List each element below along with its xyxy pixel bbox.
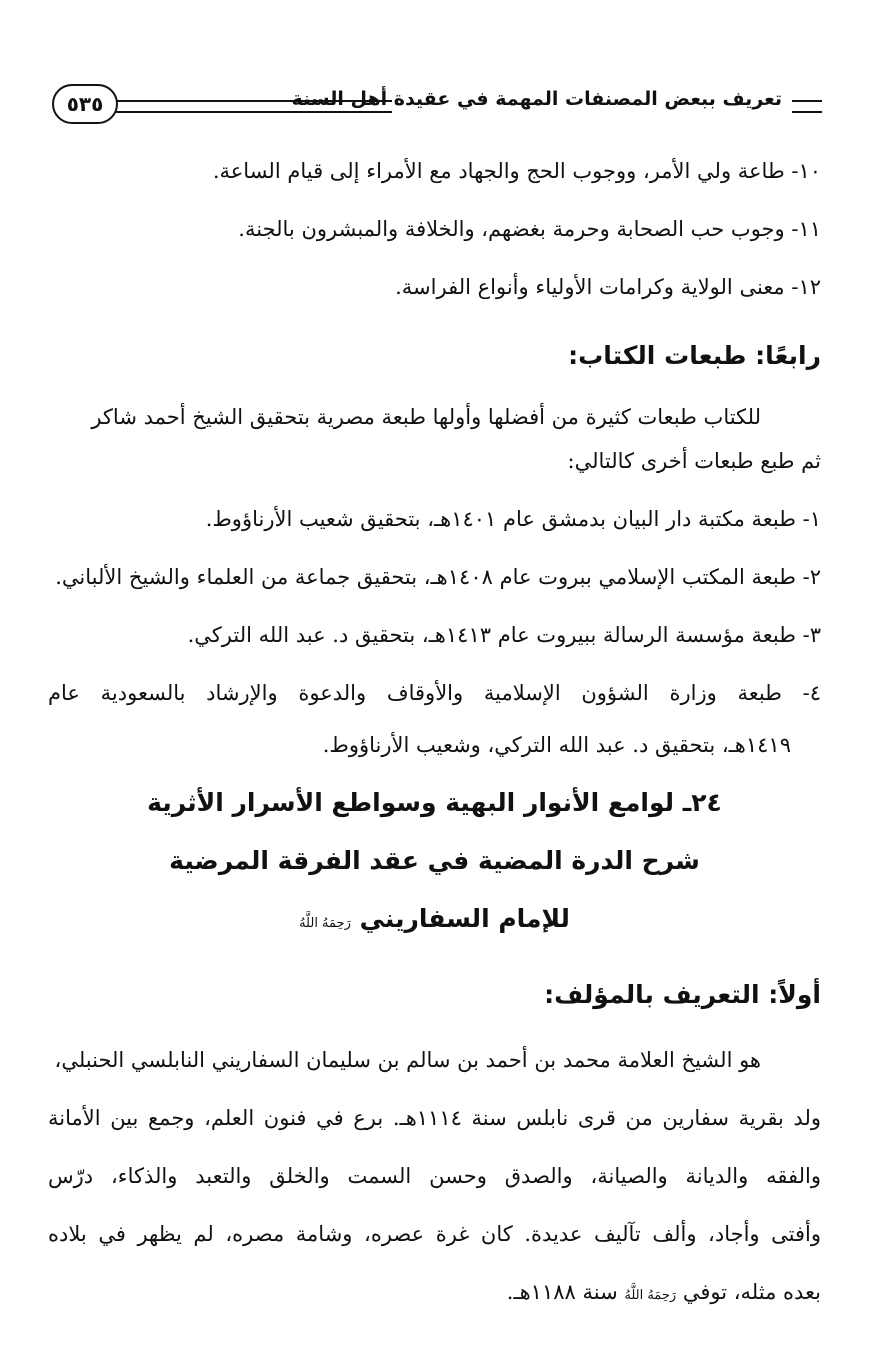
edition-item: ٣- طبعة مؤسسة الرسالة ببيروت عام ١٤١٣هـ، بتحقيق د. عبد الله التركي. [187,623,821,647]
honorific-glyph: رَحِمَهُ اللَّهُ [299,916,351,931]
section-heading: أولاً: التعريف بالمؤلف: [544,980,821,1009]
list-item: ١١- وجوب حب الصحابة وحرمة بغضهم، والخلافة والمبشرون بالجنة. [238,217,821,241]
book-title-line: شرح الدرة المضية في عقد الفرقة المرضية [169,846,700,875]
running-header [52,78,822,128]
edition-item: ٤- طبعة وزارة الشؤون الإسلامية والأوقاف والدعوة والإرشاد بالسعودية عام [48,681,821,705]
page-number: ٥٣٥ [52,84,118,124]
edition-item-continuation: ١٤١٩هـ، بتحقيق د. عبد الله التركي، وشعيب الأرناؤوط. [322,733,791,757]
paragraph-line: ثم طبع طبعات أخرى كالتالي: [567,449,821,473]
book-title-author [48,890,821,953]
page-content [48,142,821,1325]
header-rule [112,100,392,113]
edition-item: ٢- طبعة المكتب الإسلامي ببروت عام ١٤٠٨هـ، بتحقيق جماعة من العلماء والشيخ الألباني. [55,565,821,589]
edition-item: ١- طبعة مكتبة دار البيان بدمشق عام ١٤٠١هـ، بتحقيق شعيب الأرناؤوط. [205,507,821,531]
paragraph-line: والفقه والديانة والصيانة، والصدق وحسن السمت والخلق والتعبد والذكاء، درّس [48,1164,821,1188]
list-item: ١٠- طاعة ولي الأمر، ووجوب الحج والجهاد مع الأمراء إلى قيام الساعة. [212,159,821,183]
paragraph-line: هو الشيخ العلامة محمد بن أحمد بن سالم بن سليمان السفاريني النابلسي الحنبلي، [54,1048,761,1072]
author-name: للإمام السفاريني [359,904,570,933]
book-title-line: ٢٤ـ لوامع الأنوار البهية وسواطع الأسرار الأثرية [147,788,722,817]
paragraph-text: سنة ١١٨٨هـ. [506,1280,618,1304]
paragraph-line: ولد بقرية سفارين من قرى نابلس سنة ١١١٤هـ. برع في فنون العلم، وجمع بين الأمانة [48,1106,821,1130]
paragraph-line [48,1263,821,1325]
header-title: تعريف ببعض المصنفات المهمة في عقيدة أهل السنة [291,88,782,110]
section-heading: رابعًا: طبعات الكتاب: [568,341,821,370]
honorific-glyph: رَحِمَهُ اللَّهُ [624,1288,677,1303]
paragraph-line: للكتاب طبعات كثيرة من أفضلها وأولها طبعة مصرية بتحقيق الشيخ أحمد شاكر [91,405,761,429]
paragraph-line: وأفتى وأجاد، وألف تآليف عديدة. كان غرة عصره، وشامة مصره، لم يظهر في بلاده [48,1222,821,1246]
list-item: ١٢- معنى الولاية وكرامات الأولياء وأنواع الفراسة. [395,275,821,299]
header-lead-rule [792,100,822,113]
paragraph-text: بعده مثله، توفي [682,1280,821,1304]
